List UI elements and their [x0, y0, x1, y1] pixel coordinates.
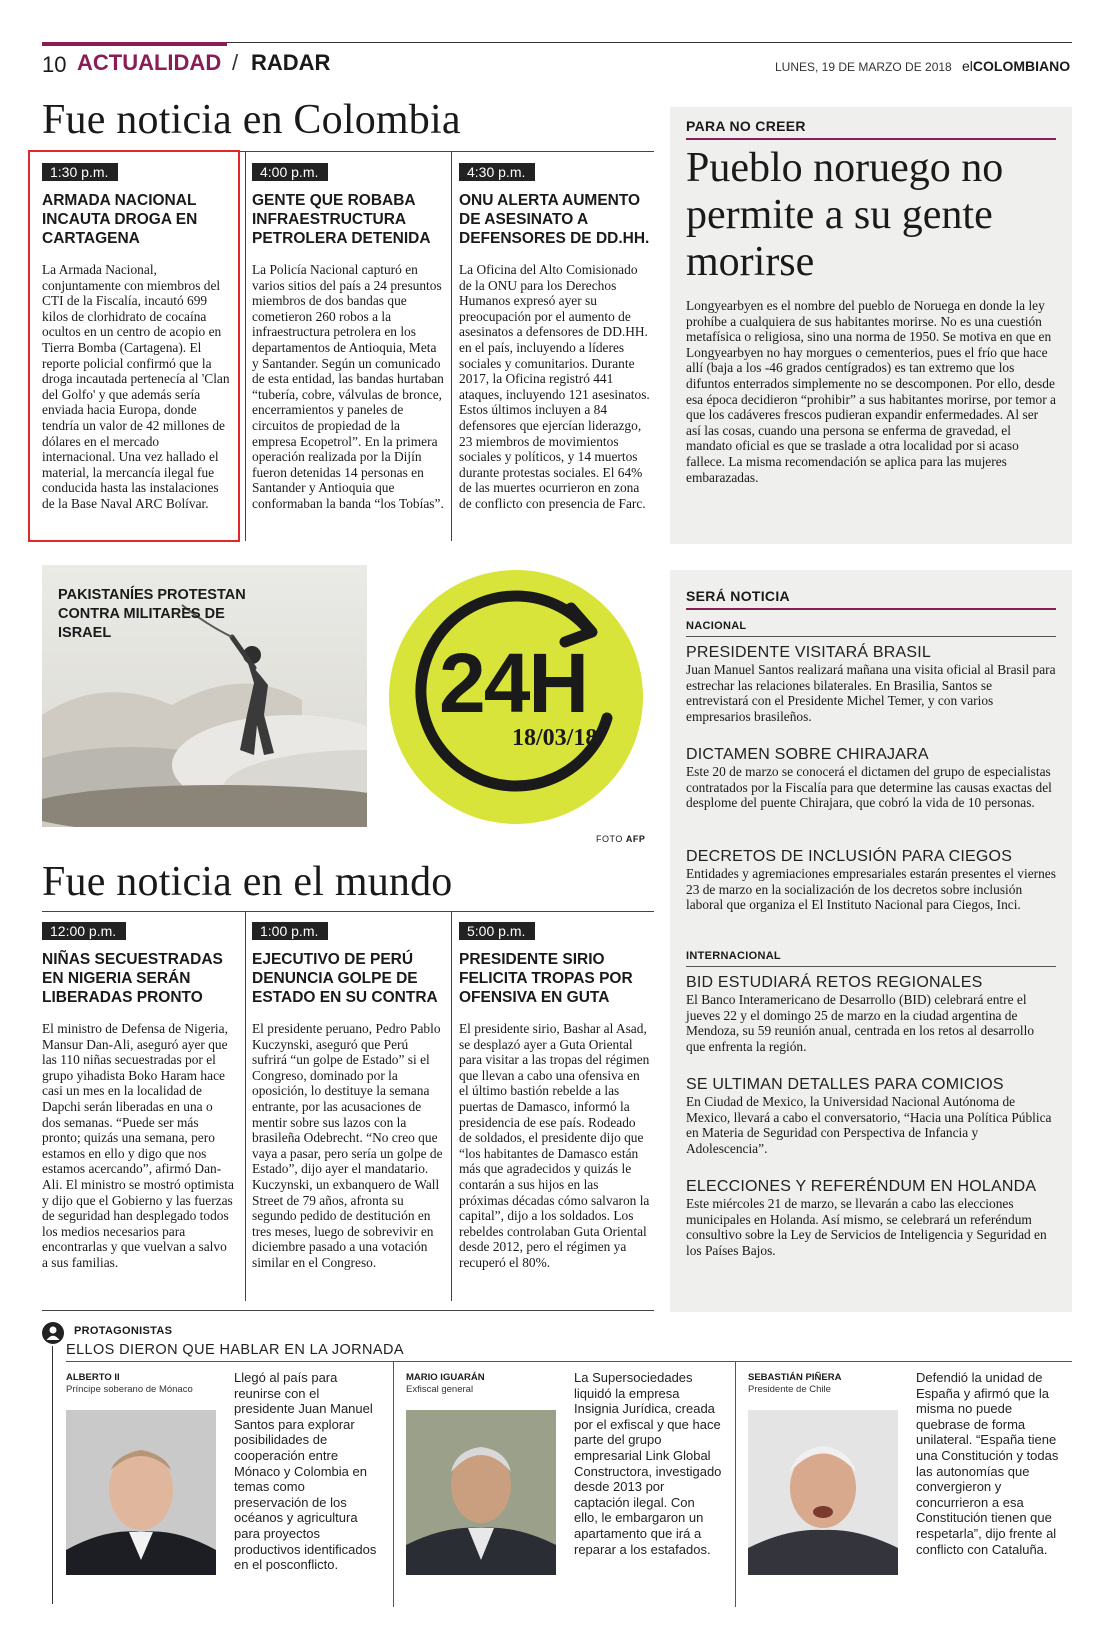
story-headline: PRESIDENTE SIRIO FELICITA TROPAS POR OFENSIVA EN GUTA: [459, 951, 633, 1006]
portrait-photo: [406, 1410, 556, 1575]
story-headline: GENTE QUE ROBABA INFRAESTRUCTURA PETROLERA DETENIDA: [252, 192, 431, 247]
item-headline: DECRETOS DE INCLUSIÓN PARA CIEGOS: [686, 848, 1013, 865]
sera-item: [686, 1076, 1056, 1156]
item-body: Juan Manuel Santos realizará mañana una visita oficial al Brasil para estrechar las relaciones bilaterales. En Brasilia, Santos se entrevistará con el Presidente Michel Temer, y con varios empresarios brasileños.: [686, 662, 1056, 724]
section-name: ACTUALIDAD: [77, 50, 222, 75]
sera-item: [686, 1178, 1056, 1258]
colombia-story-2: [252, 163, 444, 512]
internacional-label: INTERNACIONAL: [686, 950, 781, 962]
column-divider: [245, 911, 246, 1301]
time-tag: 1:00 p.m.: [252, 922, 328, 940]
protagonistas-vertical-rule: [52, 1346, 53, 1604]
person-text: Llegó al país para reunirse con el presidente Juan Manuel Santos para explorar posibilidades de cooperación entre Mónaco y Colombia en temas como preservación de los océanos y agricultura para proyectos productivos identificados en el posconflicto.: [234, 1370, 377, 1573]
brand-logo: [962, 58, 1070, 74]
para-no-creer-box: [670, 107, 1072, 544]
story-body: El ministro de Defensa de Nigeria, Mansur Dan-Ali, aseguró ayer que las 110 niñas secuestradas por el grupo yihadista Boko Haram hace casi un mes en la localidad de Dapchi serán liberadas en una o dos semanas. “Puede ser más pronto; quizás una semana, pero estamos en ello y digo que nos estamos acercando”, afirmó Dan-Ali. El ministro se mostró optimista y dijo que el Gobierno y las fuerzas de seguridad han desplegado todos los medios necesarios para encontrarlas y que vuelvan a salvo a sus familias.: [42, 1021, 234, 1270]
column-divider: [451, 911, 452, 1301]
column-divider: [451, 151, 452, 541]
sera-item: [686, 644, 1056, 724]
story-headline: ONU ALERTA AUMENTO DE ASESINATO A DEFENSORES DE DD.HH.: [459, 192, 650, 247]
item-body: El Banco Interamericano de Desarrollo (BID) celebrará entre el jueves 22 y el domingo 25 de marzo en la ciudad argentina de Mendoza, su 59 reunión anual, centrada en los retos al desarrollo que enfrenta la región.: [686, 992, 1035, 1054]
mundo-story-2: [252, 922, 444, 1271]
brand-prefix: el: [962, 58, 973, 74]
photo-credit: [596, 834, 645, 844]
story-body: La Policía Nacional capturó en varios sitios del país a 24 presuntos miembros de dos bandas que cometieron 260 robos a la infraestructura petrolera en los departamentos de Antioquia, Meta y Santander. Según un comunicado de esta entidad, las bandas hurtaban “tubería, cobre, válvulas de bronce, encerramientos y paneles de circuitos de propiedad de la empresa Ecopetrol”. En la primera operación realizada por la Dijín fueron detenidas 14 personas en Santander y Antioquia que conformaban la banda “los Tobías”.: [252, 262, 444, 511]
badge-date: 18/03/18: [512, 725, 598, 751]
box-body: Longyearbyen es el nombre del pueblo de Noruega en donde la ley prohíbe a cualquiera de sus habitantes morirse. No es una cuestión metafísica o religiosa, sino una norma de 1950. Se motiva en que en Longyearbyen no hay morgues o cementerios, pues el frío que hace allí (baja a los -46 grados centígrados) es tan extremo que los difuntos enterrados simplemente no se descomponen. Por ello, desde esa época decidieron “prohibir” a sus habitantes morirse, por temor a que los cadáveres frescos pudieran expandir enfermedades. Al ser así las cosas, cuando una persona se enferma de gravedad, el mandato oficial es que se traslade a otra localidad por si acaso fallece. La misma recomendación se aplica para las mujeres embarazadas.: [686, 298, 1056, 485]
mundo-story-1: [42, 922, 234, 1271]
story-body: La Armada Nacional, conjuntamente con miembros del CTI de la Fiscalía, incautó 699 kilos de clorhidrato de cocaína ocultos en un centro de acopio en Tierra Bomba (Cartagena). El reporte policial confirmó que la droga incautada pertenecía al 'Clan del Golfo' y que además sería enviada hacia Europa, donde tendría un valor de 42 millones de dólares en el mercado internacional. Una vez hallado el material, la mercancía ilegal fue conducida hasta las instalaciones de la Base Naval ARC Bolívar.: [42, 262, 230, 511]
subsection-name: RADAR: [251, 50, 331, 75]
page-number: 10: [42, 52, 67, 77]
item-body: Este miércoles 21 de marzo, se llevarán a cabo las elecciones municipales en Holanda. Así mismo, se celebrará un referéndum consultivo sobre la Ley de Servicios de Inteligencia y Seguridad en los Países Bajos.: [686, 1196, 1047, 1258]
photo-caption: PAKISTANÍES PROTESTAN CONTRA MILITARES DE ISRAEL: [58, 587, 246, 641]
person-icon: [42, 1322, 64, 1344]
box-label: PARA NO CREER: [686, 118, 806, 134]
story-headline: NIÑAS SECUESTRADAS EN NIGERIA SERÁN LIBERADAS PRONTO: [42, 951, 223, 1006]
credit-source: AFP: [625, 834, 646, 844]
item-body: Este 20 de marzo se conocerá el dictamen del grupo de especialistas contratados por la Fiscalía para que determine las causas exactas del desplome del puente Chirajara, que cobró la vida de 10 personas.: [686, 764, 1052, 811]
top-accent-bar: [42, 42, 227, 46]
badge-24h-label: 24H: [439, 636, 588, 730]
sera-item: [686, 746, 1056, 811]
story-body: La Oficina del Alto Comisionado de la ONU para los Derechos Humanos expresó ayer su preocupación por el aumento de asesinatos a defensores de DD.HH. en el país, incluyendo a líderes sociales y comunitarios. Durante 2017, la Oficina registró 441 ataques, incluyendo 121 asesinatos. Estos últimos incluyen a 84 defensores que ejercían liderazgo, 23 miembros de movimientos sociales y políticos, y 14 muertos durante protestas sociales. El 64% de las muertes ocurrieron en zona de conflicto con presencia de Farc.: [459, 262, 650, 511]
column-divider: [393, 1362, 394, 1607]
nacional-label: NACIONAL: [686, 620, 747, 632]
person-name: ALBERTO II: [66, 1372, 120, 1383]
subsection-rule: [686, 636, 1056, 637]
person-role: Exfiscal general: [406, 1384, 474, 1395]
item-headline: DICTAMEN SOBRE CHIRAJARA: [686, 746, 929, 763]
person-role: Príncipe soberano de Mónaco: [66, 1384, 193, 1395]
protagonistas-label: PROTAGONISTAS: [74, 1325, 173, 1337]
person-text: Defendió la unidad de España y afirmó que la misma no puede quebrase de forma unilateral. “España tiene una Constitución y todas las autonomías que convergieron y concurrieron a esa Constitución tienen que respetarla”, dijo frente al conflicto con Cataluña.: [916, 1370, 1059, 1557]
item-body: En Ciudad de Mexico, la Universidad Nacional Autónoma de Mexico, llevará a cabo el conversatorio, “Hacia una Política Pública en Materia de Seguridad con Perspectiva de Infancia y Adolescencia”.: [686, 1094, 1052, 1156]
time-tag: 1:30 p.m.: [42, 163, 118, 181]
mundo-bottom-rule: [42, 1310, 654, 1311]
protagonistas-subtitle-rule: [66, 1361, 1072, 1362]
colombia-title: Fue noticia en Colombia: [42, 97, 461, 143]
dateline: LUNES, 19 DE MARZO DE 2018: [775, 60, 952, 74]
item-headline: SE ULTIMAN DETALLES PARA COMICIOS: [686, 1076, 1004, 1093]
section-separator: /: [232, 50, 239, 75]
item-headline: ELECCIONES Y REFERÉNDUM EN HOLANDA: [686, 1178, 1037, 1195]
time-tag: 12:00 p.m.: [42, 922, 126, 940]
column-divider: [245, 151, 246, 541]
highlight-box: [28, 150, 240, 542]
sera-item: [686, 848, 1056, 913]
mundo-title: Fue noticia en el mundo: [42, 859, 453, 905]
item-headline: PRESIDENTE VISITARÁ BRASIL: [686, 644, 931, 661]
brand-name: COLOMBIANO: [972, 58, 1071, 74]
mundo-top-rule: [42, 911, 654, 912]
portrait-photo: [66, 1410, 216, 1575]
person-name: MARIO IGUARÁN: [406, 1372, 485, 1383]
subsection-rule: [686, 966, 1056, 967]
story-body: El presidente peruano, Pedro Pablo Kuczynski, aseguró que Perú sufrirá “un golpe de Estado” si el Congreso, dominado por la oposición, lo destituye la semana entrante, por las acusaciones de mentir sobre sus lazos con la brasileña Odebrecht. “No creo que vaya a pasar, pero sería un golpe de Estado”, dijo ayer el mandatario. Kuczynski, un exbanquero de Wall Street de 79 años, afronta su segundo pedido de destitución en tres meses, luego de sobrevivir en diciembre pasado a una votación similar en el Congreso.: [252, 1021, 443, 1270]
person-role: Presidente de Chile: [748, 1384, 831, 1395]
item-headline: BID ESTUDIARÁ RETOS REGIONALES: [686, 974, 983, 991]
credit-prefix: FOTO: [596, 834, 623, 844]
story-headline: ARMADA NACIONAL INCAUTA DROGA EN CARTAGENA: [42, 192, 198, 247]
story-headline: EJECUTIVO DE PERÚ DENUNCIA GOLPE DE ESTADO EN SU CONTRA: [252, 951, 438, 1006]
box-headline: Pueblo noruego no permite a su gente morirse: [686, 145, 1004, 285]
portrait-photo: [748, 1410, 898, 1575]
box-label: SERÁ NOTICIA: [686, 588, 790, 604]
column-divider: [735, 1362, 736, 1607]
protagonistas-subtitle: ELLOS DIERON QUE HABLAR EN LA JORNADA: [66, 1342, 404, 1358]
sera-item: [686, 974, 1056, 1054]
time-tag: 5:00 p.m.: [459, 922, 535, 940]
mundo-story-3: [459, 922, 651, 1271]
story-body: El presidente sirio, Bashar al Asad, se desplazó ayer a Guta Oriental para visitar a las tropas del régimen que llevan a cabo una ofensiva en el último bastión rebelde a las puertas de Damasco, informó la presidencia de ese país. Rodeado de soldados, el presidente dijo que “los habitantes de Damasco están más que agradecidos y quizás le contarán a sus hijos en las próximas décadas cómo salvaron la capital”, dijo a los soldados. Los rebeldes controlaban Guta Oriental desde 2012, pero el régimen ya recuperó el 80%.: [459, 1021, 650, 1270]
person-text: La Supersociedades liquidó la empresa Insignia Jurídica, creada por el exfiscal y que hace parte del grupo empresarial Link Global Constructora, investigado desde 2013 por captación ilegal. Con ello, le embargaron un apartamento que irá a reparar a los estafados.: [574, 1370, 722, 1557]
box-label-rule: [686, 608, 1056, 610]
time-tag: 4:00 p.m.: [252, 163, 328, 181]
time-tag: 4:30 p.m.: [459, 163, 535, 181]
box-label-rule: [686, 138, 1056, 140]
colombia-story-3: [459, 163, 651, 512]
sera-noticia-box: [670, 570, 1072, 1312]
person-name: SEBASTIÁN PIÑERA: [748, 1372, 842, 1383]
item-body: Entidades y agremiaciones empresariales estarán presentes el viernes 23 de marzo en la socialización de los decretos sobre inclusión laboral que organiza el El Instituto Nacional para Ciegos, Inci.: [686, 866, 1056, 913]
